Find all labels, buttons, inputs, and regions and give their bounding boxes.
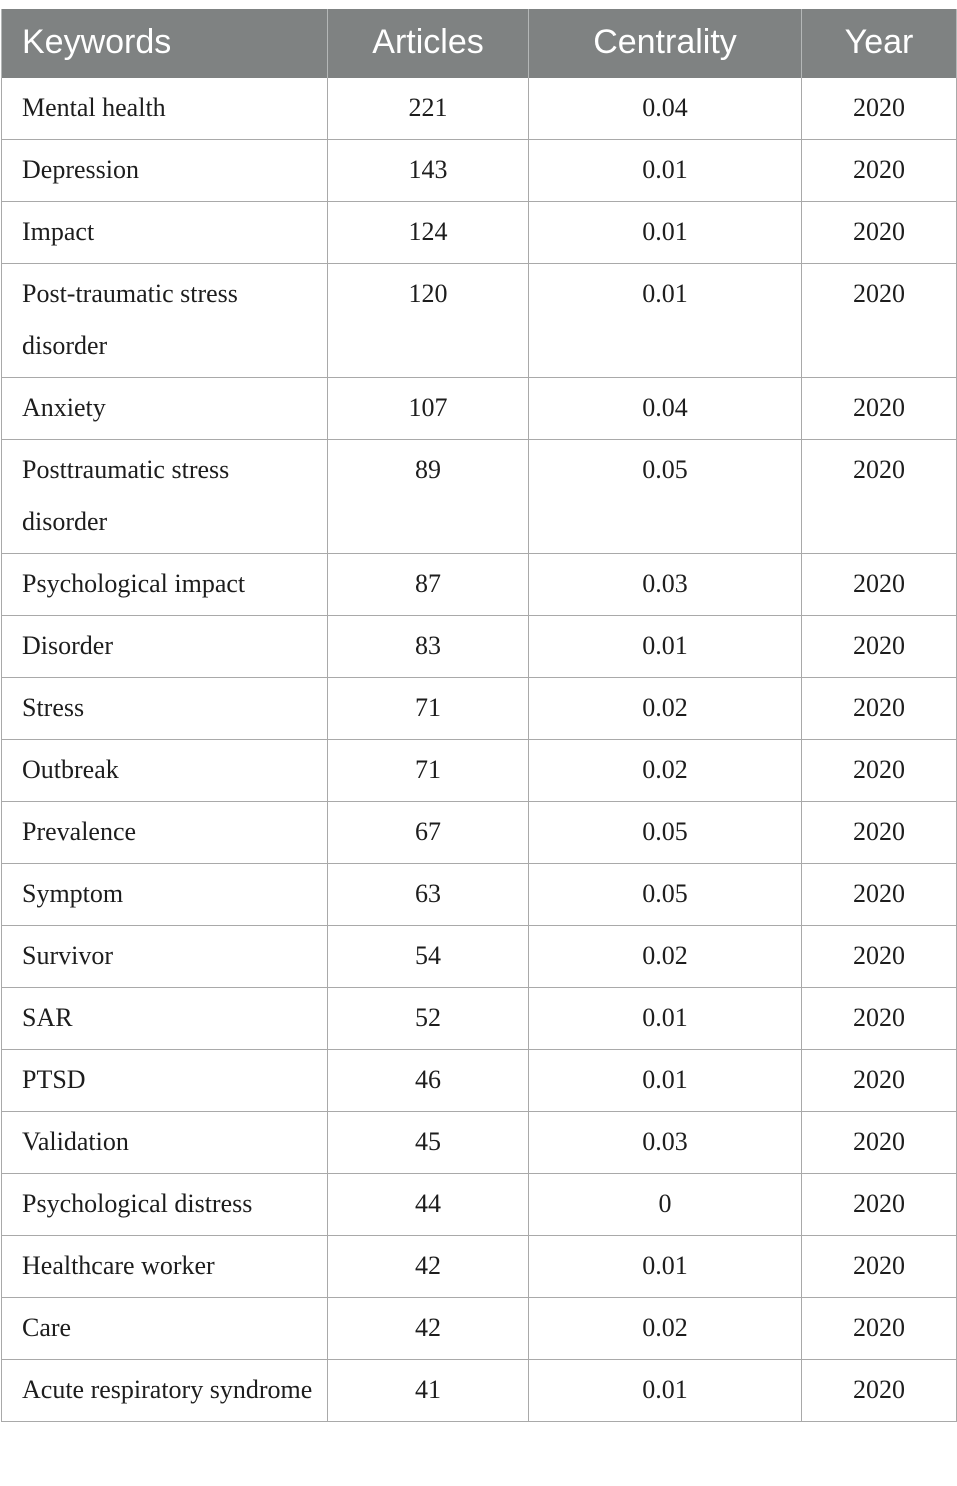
cell-articles: 63 (328, 864, 529, 926)
cell-articles: 221 (328, 78, 529, 140)
cell-articles: 44 (328, 1174, 529, 1236)
cell-articles: 45 (328, 1112, 529, 1174)
cell-year: 2020 (802, 1298, 957, 1360)
cell-centrality: 0.01 (529, 616, 802, 678)
cell-articles: 71 (328, 678, 529, 740)
cell-year: 2020 (802, 554, 957, 616)
cell-centrality: 0.02 (529, 1298, 802, 1360)
cell-keyword: Mental health (2, 78, 328, 140)
table-row (2, 440, 957, 554)
table-row (2, 1236, 957, 1298)
cell-year: 2020 (802, 78, 957, 140)
table-row (2, 78, 957, 140)
cell-keyword: Prevalence (2, 802, 328, 864)
cell-year: 2020 (802, 378, 957, 440)
keywords-table (1, 9, 957, 1422)
cell-articles: 107 (328, 378, 529, 440)
table-header (2, 9, 957, 78)
cell-articles: 67 (328, 802, 529, 864)
cell-keyword: Impact (2, 202, 328, 264)
cell-centrality: 0.01 (529, 1360, 802, 1422)
cell-centrality: 0.05 (529, 864, 802, 926)
table-row (2, 988, 957, 1050)
cell-centrality: 0.01 (529, 140, 802, 202)
cell-articles: 83 (328, 616, 529, 678)
cell-year: 2020 (802, 1236, 957, 1298)
cell-articles: 54 (328, 926, 529, 988)
cell-keyword: Care (2, 1298, 328, 1360)
cell-centrality: 0.04 (529, 378, 802, 440)
table-row (2, 616, 957, 678)
table-row (2, 802, 957, 864)
cell-year: 2020 (802, 616, 957, 678)
cell-centrality: 0.03 (529, 1112, 802, 1174)
cell-keyword: PTSD (2, 1050, 328, 1112)
table-row (2, 1360, 957, 1422)
cell-keyword: Anxiety (2, 378, 328, 440)
cell-keyword: Post-traumatic stress disorder (2, 264, 328, 378)
cell-articles: 143 (328, 140, 529, 202)
cell-centrality: 0.01 (529, 1050, 802, 1112)
cell-year: 2020 (802, 926, 957, 988)
table-row (2, 1112, 957, 1174)
cell-articles: 46 (328, 1050, 529, 1112)
cell-centrality: 0.02 (529, 740, 802, 802)
table-row (2, 740, 957, 802)
cell-keyword: Disorder (2, 616, 328, 678)
cell-year: 2020 (802, 202, 957, 264)
header-row (2, 9, 957, 78)
cell-year: 2020 (802, 1050, 957, 1112)
table-row (2, 140, 957, 202)
table-row (2, 864, 957, 926)
cell-keyword: Stress (2, 678, 328, 740)
cell-centrality: 0.04 (529, 78, 802, 140)
cell-year: 2020 (802, 864, 957, 926)
cell-year: 2020 (802, 140, 957, 202)
cell-articles: 41 (328, 1360, 529, 1422)
cell-year: 2020 (802, 1360, 957, 1422)
cell-articles: 71 (328, 740, 529, 802)
cell-centrality: 0.02 (529, 926, 802, 988)
cell-keyword: Survivor (2, 926, 328, 988)
cell-centrality: 0.05 (529, 802, 802, 864)
cell-keyword: Outbreak (2, 740, 328, 802)
cell-centrality: 0.01 (529, 202, 802, 264)
cell-keyword: Psychological impact (2, 554, 328, 616)
cell-keyword: Depression (2, 140, 328, 202)
cell-keyword: SAR (2, 988, 328, 1050)
cell-year: 2020 (802, 1174, 957, 1236)
cell-year: 2020 (802, 988, 957, 1050)
table-row (2, 202, 957, 264)
cell-year: 2020 (802, 678, 957, 740)
cell-articles: 42 (328, 1298, 529, 1360)
cell-centrality: 0.02 (529, 678, 802, 740)
cell-articles: 42 (328, 1236, 529, 1298)
table-row (2, 554, 957, 616)
cell-keyword: Psychological distress (2, 1174, 328, 1236)
table-body (2, 78, 957, 1422)
table-row (2, 378, 957, 440)
cell-year: 2020 (802, 1112, 957, 1174)
cell-keyword: Validation (2, 1112, 328, 1174)
cell-articles: 120 (328, 264, 529, 378)
cell-articles: 87 (328, 554, 529, 616)
table-row (2, 264, 957, 378)
cell-centrality: 0.01 (529, 1236, 802, 1298)
table-row (2, 1298, 957, 1360)
table-row (2, 678, 957, 740)
cell-year: 2020 (802, 802, 957, 864)
cell-articles: 52 (328, 988, 529, 1050)
table-row (2, 1174, 957, 1236)
cell-keyword: Acute respiratory syndrome (2, 1360, 328, 1422)
cell-centrality: 0.03 (529, 554, 802, 616)
cell-articles: 89 (328, 440, 529, 554)
table-row (2, 926, 957, 988)
header-year: Year (802, 9, 957, 78)
header-keywords: Keywords (2, 9, 328, 78)
cell-articles: 124 (328, 202, 529, 264)
header-centrality: Centrality (529, 9, 802, 78)
header-articles: Articles (328, 9, 529, 78)
cell-centrality: 0.01 (529, 988, 802, 1050)
cell-year: 2020 (802, 264, 957, 378)
cell-keyword: Healthcare worker (2, 1236, 328, 1298)
cell-year: 2020 (802, 740, 957, 802)
cell-keyword: Posttraumatic stress disorder (2, 440, 328, 554)
cell-centrality: 0.05 (529, 440, 802, 554)
cell-keyword: Symptom (2, 864, 328, 926)
cell-centrality: 0.01 (529, 264, 802, 378)
cell-year: 2020 (802, 440, 957, 554)
cell-centrality: 0 (529, 1174, 802, 1236)
table-row (2, 1050, 957, 1112)
